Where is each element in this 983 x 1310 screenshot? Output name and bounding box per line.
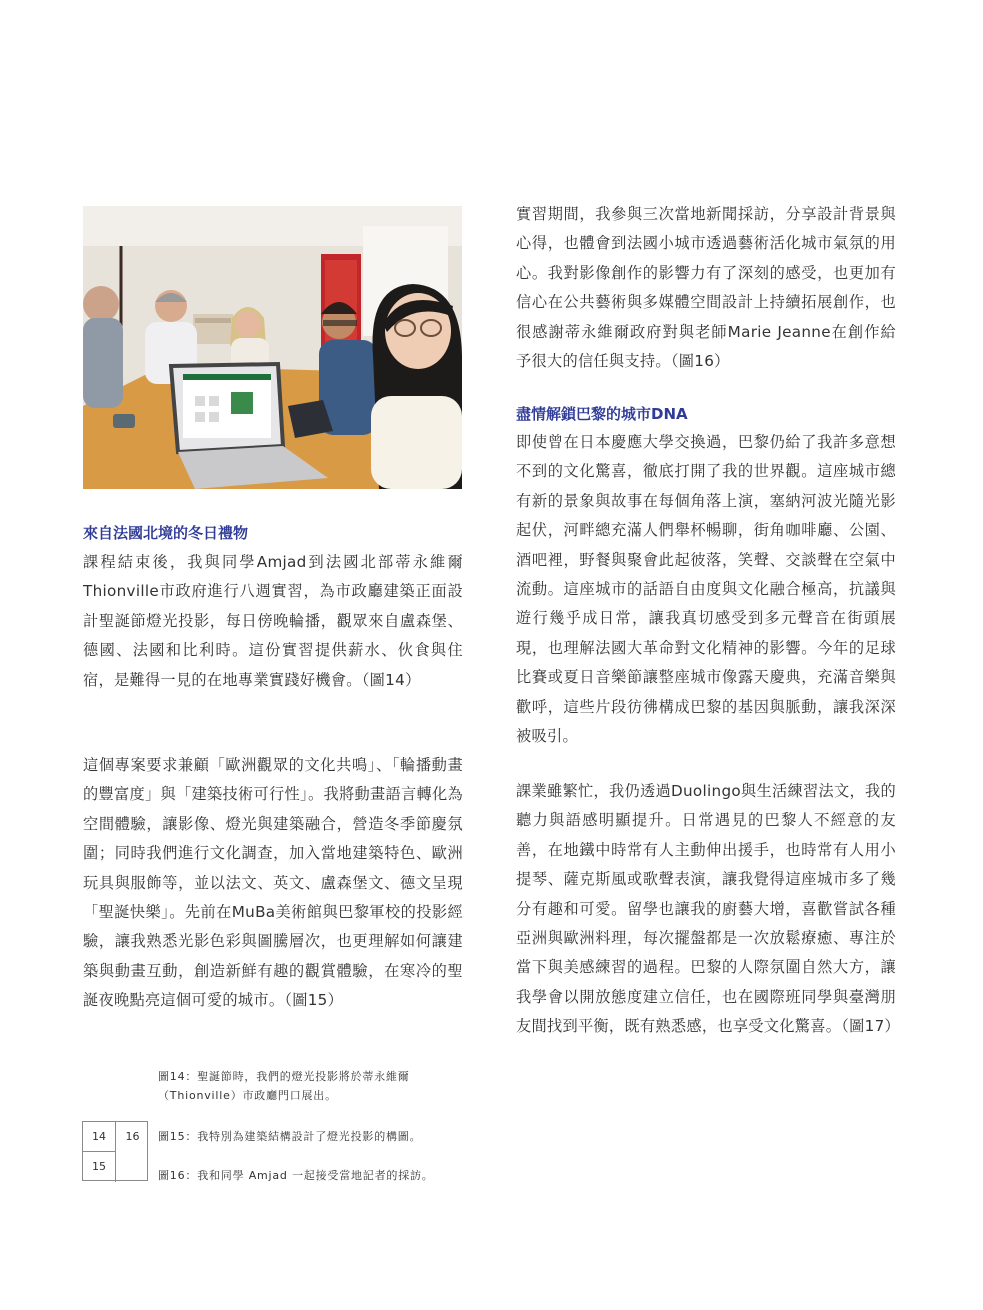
paragraph-internship-intro: 課程結束後，我與同學Amjad到法國北部蒂永維爾Thionville市政府進行八週實習，為市政廳建築正面設計聖誕節燈光投影，每日傍晚輪播，觀眾來自盧森堡、德國、法國和比利時。這份實習提供薪水、伙食與住宿，是難得一見的在地專業實踐好機會。（圖14） (83, 553, 463, 689)
figure-number-15: 15 (83, 1152, 116, 1182)
paragraph-paris-culture: 即使曾在日本慶應大學交換過，巴黎仍給了我許多意想不到的文化驚喜，徹底打開了我的世界觀。這座城市總有新的景象與故事在每個角落上演，塞納河波光隨光影起伏，河畔總充滿人們舉杯暢聊，街角咖啡廳、公園、酒吧裡，野餐與聚會此起彼落，笑聲、交談聲在空氣中流動。這座城市的話語自由度與文化融合極高，抗議與遊行幾乎成日常，讓我真切感受到多元聲音在街頭展現，也理解法國大革命對文化精神的影響。今年的足球比賽或夏日音樂節讓整座城市像露天慶典，充滿音樂與歡呼，這些片段彷彿構成巴黎的基因與脈動，讓我深深被吸引。 (516, 433, 896, 746)
paragraph-news-interviews: 實習期間，我參與三次當地新聞採訪，分享設計背景與心得，也體會到法國小城市透過藝術活化城市氣氛的用心。我對影像創作的影響力有了深刻的感受，也更加有信心在公共藝術與多媒體空間設計上持續拓展創作，也很感謝蒂永維爾政府對與老師Marie Jeanne在創作給予很大的信任與支持。（圖16） (516, 205, 896, 371)
group-selfie-photo-icon (83, 206, 462, 489)
figure-number-grid (82, 1121, 148, 1181)
paragraph-project-requirements: 這個專案要求兼顧「歐洲觀眾的文化共鳴」、「輪播動畫的豐富度」與「建築技術可行性」。我將動畫語言轉化為空間體驗，讓影像、燈光與建築融合，營造冬季節慶氛圍；同時我們進行文化調查，加入當地建築特色、歐洲玩具與服飾等，並以法文、英文、盧森堡文、德文呈現「聖誕快樂」。先前在MuBa美術館與巴黎軍校的投影經驗，讓我熟悉光影色彩與圖騰層次，也更理解如何讓建築與動畫互動，創造新鮮有趣的觀賞體驗，在寒冷的聖誕夜晚點亮這個可愛的城市。（圖15） (83, 756, 463, 1010)
figure-number-14: 14 (83, 1122, 116, 1152)
caption-fig14: 圖14：聖誕節時，我們的燈光投影將於蒂永維爾（Thionville）市政廳門口展出。 (158, 1070, 410, 1102)
figure-number-16: 16 (125, 1130, 140, 1143)
caption-fig16: 圖16：我和同學 Amjad 一起接受當地記者的採訪。 (158, 1169, 434, 1182)
section-heading-winter-gift: 來自法國北境的冬日禮物 (83, 524, 249, 542)
section-heading-paris-dna: 盡情解鎖巴黎的城市DNA (516, 405, 688, 423)
paragraph-language-life: 課業雖繁忙，我仍透過Duolingo與生活練習法文，我的聽力與語感明顯提升。日常遇見的巴黎人不經意的友善，在地鐵中時常有人主動伸出援手，也時常有人用小提琴、薩克斯風或歌聲表演，讓我覺得這座城市多了幾分有趣和可愛。留學也讓我的廚藝大增，喜歡嘗試各種亞洲與歐洲料理，每次擺盤都是一次放鬆療癒、專注於當下與美感練習的過程。巴黎的人際氛圍自然大方，讓我學會以開放態度建立信任，也在國際班同學與臺灣朋友間找到平衡，既有熟悉感，也享受文化驚喜。（圖17） (516, 782, 901, 1036)
caption-fig15: 圖15：我特別為建築結構設計了燈光投影的構圖。 (158, 1130, 422, 1143)
group-photo (83, 206, 462, 489)
